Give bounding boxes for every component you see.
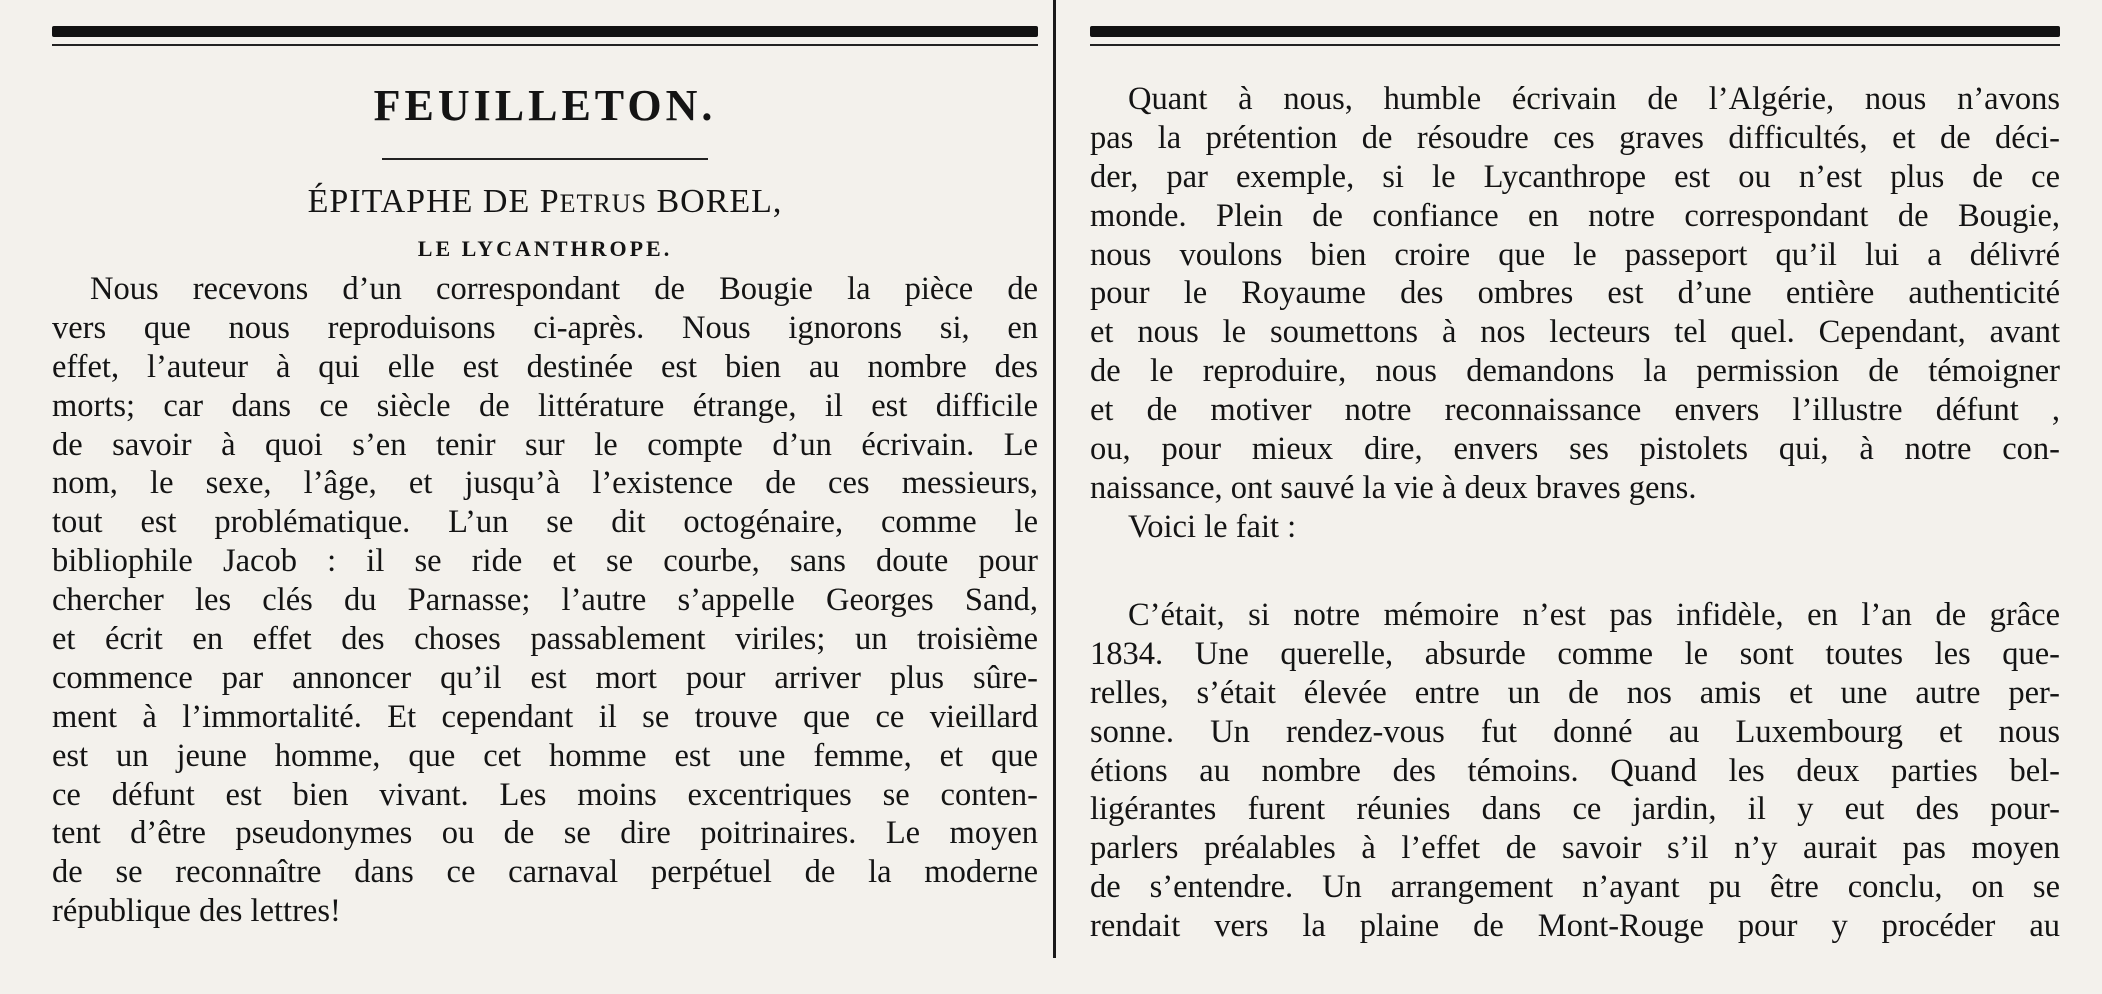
text-line: de s’entendre. Un arrangement n’ayant pu être conclu, on se: [1090, 869, 2060, 906]
right-paragraph-1: [1090, 80, 2060, 547]
text-line: nous voulons bien croire que le passeport qu’il lui a délivré: [1090, 236, 2060, 273]
text-line: der, par exemple, si le Lycanthrope est ou n’est plus de ce: [1090, 158, 2060, 195]
right-column: [1090, 0, 2060, 994]
column-divider: [1053, 0, 1056, 958]
text-line: pas la prétention de résoudre ces graves difficultés, et de déci-: [1090, 119, 2060, 156]
left-column: [52, 0, 1038, 994]
title-suffix: BOREL,: [646, 183, 783, 220]
text-line: bibliophile Jacob : il se ride et se courbe, sans doute pour: [52, 543, 1038, 580]
text-line: ou, pour mieux dire, envers ses pistolets qui, à notre con-: [1090, 431, 2060, 468]
text-line: chercher les clés du Parnasse; l’autre s’appelle Georges Sand,: [52, 582, 1038, 619]
text-line: ligérantes furent réunies dans ce jardin, il y eut des pour-: [1090, 791, 2060, 828]
text-line: et de motiver notre reconnaissance envers l’illustre défunt ,: [1090, 392, 2060, 429]
text-line: vers que nous reproduisons ci-après. Nous ignorons si, en: [52, 309, 1038, 346]
text-line: sonne. Un rendez-vous fut donné au Luxembourg et nous: [1090, 713, 2060, 750]
text-line: ment à l’immortalité. Et cependant il se trouve que ce vieillard: [52, 698, 1038, 735]
text-line: tout est problématique. L’un se dit octogénaire, comme le: [52, 504, 1038, 541]
text-line: parlers préalables à l’effet de savoir s’il n’y aurait pas moyen: [1090, 830, 2060, 867]
text-line: Nous recevons d’un correspondant de Bougie la pièce de: [90, 271, 1038, 307]
section-heading: FEUILLETON.: [373, 81, 717, 130]
text-line: de se reconnaître dans ce carnaval perpétuel de la moderne: [52, 854, 1038, 891]
text-line: Quant à nous, humble écrivain de l’Algérie, nous n’avons: [1128, 81, 2060, 117]
text-line: relles, s’était élevée entre un de nos amis et une autre per-: [1090, 674, 2060, 711]
text-line: rendait vers la plaine de Mont-Rouge pour y procéder au: [1090, 908, 2060, 945]
text-line: tent d’être pseudonymes ou de se dire poitrinaires. Le moyen: [52, 815, 1038, 852]
text-line: C’était, si notre mémoire n’est pas infidèle, en l’an de grâce: [1128, 597, 2060, 633]
top-rule-thick: [1090, 26, 2060, 37]
top-rule-thin: [52, 44, 1038, 46]
text-line: Voici le fait :: [1128, 508, 1297, 545]
title-prefix: ÉPITAPHE DE P: [307, 183, 560, 220]
text-line: de savoir à quoi s’en tenir sur le compte d’un écrivain. Le: [52, 426, 1038, 463]
text-line: monde. Plein de confiance en notre correspondant de Bougie,: [1090, 197, 2060, 234]
text-line: 1834. Une querelle, absurde comme le sont toutes les que-: [1090, 635, 2060, 672]
article-title: [52, 180, 1038, 226]
text-line: république des lettres!: [52, 893, 341, 930]
text-line: pour le Royaume des ombres est d’une entière authenticité: [1090, 275, 2060, 312]
text-line: nom, le sexe, l’âge, et jusqu’à l’existence de ces messieurs,: [52, 465, 1038, 502]
title-small-caps: ETRUS: [559, 189, 647, 218]
text-line: morts; car dans ce siècle de littérature étrange, il est difficile: [52, 387, 1038, 424]
text-line: et nous le soumettons à nos lecteurs tel quel. Cependant, avant: [1090, 314, 2060, 351]
text-line: de le reproduire, nous demandons la permission de témoigner: [1090, 353, 2060, 390]
text-line: commence par annoncer qu’il est mort pour arriver plus sûre-: [52, 659, 1038, 696]
left-paragraph: [52, 270, 1038, 931]
top-rule-thin: [1090, 44, 2060, 46]
text-line: et écrit en effet des choses passablement viriles; un troisième: [52, 621, 1038, 658]
article-subtitle: LE LYCANTHROPE.: [417, 236, 673, 261]
text-line: étions au nombre des témoins. Quand les deux parties bel-: [1090, 752, 2060, 789]
heading-underline: [382, 158, 708, 160]
text-line: effet, l’auteur à qui elle est destinée est bien au nombre des: [52, 348, 1038, 385]
text-line: ce défunt est bien vivant. Les moins excentriques se conten-: [52, 776, 1038, 813]
top-rule-thick: [52, 26, 1038, 37]
text-line: naissance, ont sauvé la vie à deux braves gens.: [1090, 469, 1697, 506]
right-paragraph-2: [1090, 596, 2060, 946]
text-line: est un jeune homme, que cet homme est une femme, et que: [52, 737, 1038, 774]
